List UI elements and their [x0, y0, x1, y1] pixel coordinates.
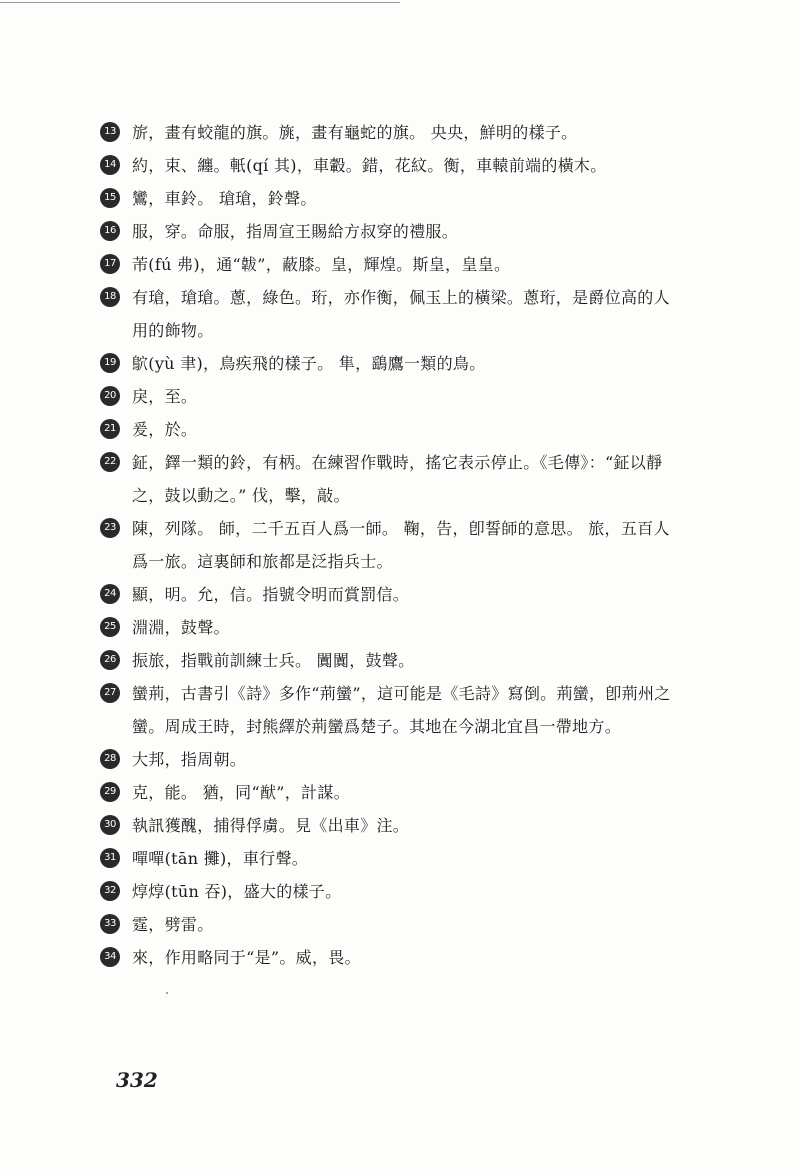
note-number-badge: 26 — [100, 650, 120, 670]
annotation-item — [100, 347, 680, 380]
annotation-item — [100, 413, 680, 446]
annotation-item — [100, 743, 680, 776]
note-number-badge: 30 — [100, 815, 120, 835]
annotation-item — [100, 116, 680, 149]
note-number-badge: 28 — [100, 749, 120, 769]
note-text: 顯，明。允，信。指號令明而賞罰信。 — [132, 585, 410, 604]
note-text: 爰，於。 — [132, 420, 198, 439]
note-text: 大邦，指周朝。 — [132, 750, 247, 769]
note-number-badge: 15 — [100, 188, 120, 208]
annotation-item — [100, 875, 680, 908]
note-text: 鴥(yù 聿)，鳥疾飛的樣子。 隼，鷂鷹一類的鳥。 — [132, 354, 486, 373]
note-number-badge: 21 — [100, 419, 120, 439]
annotation-item — [100, 512, 680, 578]
note-number-badge: 34 — [100, 947, 120, 967]
note-text: 霆，劈雷。 — [132, 915, 214, 934]
note-number-badge: 17 — [100, 254, 120, 274]
note-text: 淵淵，鼓聲。 — [132, 618, 230, 637]
note-number-badge: 19 — [100, 353, 120, 373]
note-number-badge: 13 — [100, 122, 120, 142]
note-text: 戾，至。 — [132, 387, 198, 406]
annotation-item — [100, 182, 680, 215]
note-number-badge: 23 — [100, 518, 120, 538]
annotation-item — [100, 611, 680, 644]
note-text: 焞焞(tūn 吞)，盛大的樣子。 — [132, 882, 342, 901]
page-number: 332 — [116, 1068, 158, 1092]
annotation-item — [100, 644, 680, 677]
annotation-item — [100, 941, 680, 974]
annotation-item — [100, 149, 680, 182]
print-speck — [166, 992, 168, 994]
annotation-item — [100, 446, 680, 512]
note-text: 約，束、纏。軝(qí 其)，車轂。錯，花紋。衡，車轅前端的橫木。 — [132, 156, 607, 175]
note-text: 旂，畫有蛟龍的旗。旐，畫有龜蛇的旗。 央央，鮮明的樣子。 — [132, 123, 578, 142]
annotation-item — [100, 908, 680, 941]
note-number-badge: 29 — [100, 782, 120, 802]
annotation-item — [100, 578, 680, 611]
annotation-item — [100, 842, 680, 875]
note-text: 執訊獲醜，捕得俘虜。見《出車》注。 — [132, 816, 410, 835]
note-number-badge: 16 — [100, 221, 120, 241]
note-text: 有瑲，瑲瑲。蔥，綠色。珩，亦作衡，佩玉上的橫梁。蔥珩，是爵位高的人用的飾物。 — [132, 288, 670, 340]
note-text: 來，作用略同于“是”。威，畏。 — [132, 948, 361, 967]
annotation-item — [100, 281, 680, 347]
note-text: 芾(fú 弗)，通“韍”，蔽膝。皇，輝煌。斯皇，皇皇。 — [132, 255, 511, 274]
note-text: 嘽嘽(tān 攤)，車行聲。 — [132, 849, 309, 868]
annotation-list — [100, 116, 680, 974]
annotation-item — [100, 248, 680, 281]
note-text: 蠻荊，古書引《詩》多作“荊蠻”，這可能是《毛詩》寫倒。荊蠻，卽荊州之蠻。周成王時，封熊繹於荊蠻爲楚子。其地在今湖北宜昌一帶地方。 — [132, 684, 671, 736]
note-number-badge: 27 — [100, 683, 120, 703]
note-text: 陳，列隊。 師，二千五百人爲一師。 鞠，告，卽誓師的意思。 旅，五百人爲一旅。這裏師和旅都是泛指兵士。 — [132, 519, 670, 571]
annotation-item — [100, 776, 680, 809]
note-number-badge: 31 — [100, 848, 120, 868]
annotation-item — [100, 677, 680, 743]
note-text: 鉦，鐸一類的鈴，有柄。在練習作戰時，搖它表示停止。《毛傳》：“鉦以靜之，鼓以動之。” 伐，擊，敲。 — [132, 453, 663, 505]
note-text: 服，穿。命服，指周宣王賜給方叔穿的禮服。 — [132, 222, 459, 241]
annotation-item — [100, 809, 680, 842]
note-text: 振旅，指戰前訓練士兵。 闐闐，鼓聲。 — [132, 651, 415, 670]
note-number-badge: 32 — [100, 881, 120, 901]
note-number-badge: 33 — [100, 914, 120, 934]
note-text: 鸞，車鈴。 瑲瑲，鈴聲。 — [132, 189, 317, 208]
note-number-badge: 14 — [100, 155, 120, 175]
annotation-item — [100, 380, 680, 413]
note-number-badge: 18 — [100, 287, 120, 307]
note-number-badge: 24 — [100, 584, 120, 604]
note-text: 克，能。 猶，同“猷”，計謀。 — [132, 783, 350, 802]
note-number-badge: 20 — [100, 386, 120, 406]
annotation-item — [100, 215, 680, 248]
note-number-badge: 22 — [100, 452, 120, 472]
note-number-badge: 25 — [100, 617, 120, 637]
top-rule — [0, 2, 400, 3]
